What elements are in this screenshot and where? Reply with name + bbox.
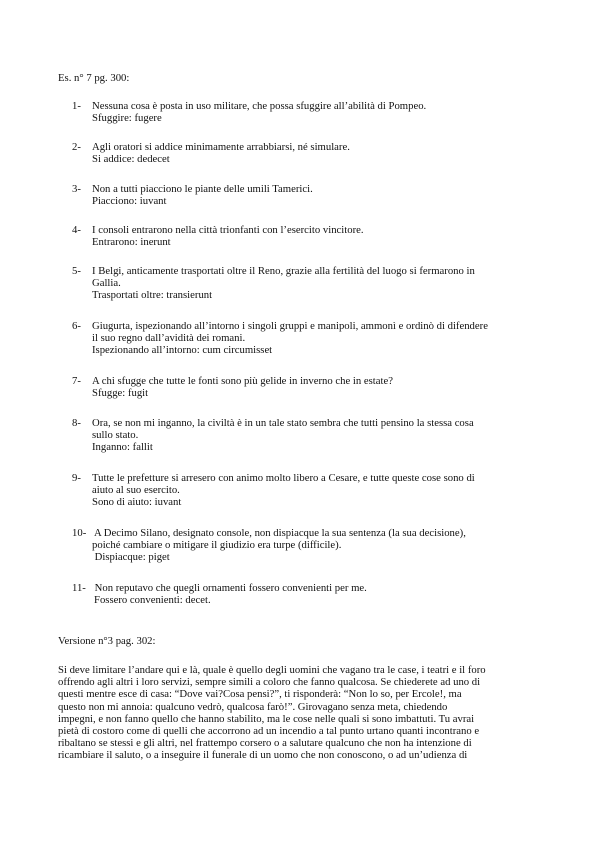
exercise-item-1 <box>72 100 552 124</box>
item-answer: Sfuggire: fugere <box>92 112 162 125</box>
exercise-heading: Es. n° 7 pg. 300: <box>58 72 130 84</box>
item-sentence-line: sullo stato. <box>92 429 139 442</box>
item-sentence-line: Agli oratori si addice minimamente arrabbiarsi, né simulare. <box>92 141 350 153</box>
item-number: 5- <box>72 265 81 277</box>
item-answer: Entrarono: inerunt <box>92 236 171 249</box>
version-line: ricambiare il saluto, o a inseguire il funerale di un uomo che non conoscono, o ad un’udienza di <box>58 749 468 762</box>
item-answer: Trasportati oltre: transierunt <box>92 289 213 302</box>
item-sentence-line: I Belgi, anticamente trasportati oltre il Reno, grazie alla fertilità del luogo si fermarono in <box>92 265 475 277</box>
exercise-item-10 <box>72 527 552 564</box>
version-line: questo non mi annoia: qualcuno vedrò, qualcosa farò!”. Girovagano senza meta, chiedendo <box>58 700 448 713</box>
version-text <box>58 664 538 762</box>
item-sentence-line: Tutte le prefetture si arresero con animo molto libero a Cesare, e tutte queste cose sono di <box>92 472 475 484</box>
item-number: 3- <box>72 183 81 195</box>
item-answer: Sfugge: fugit <box>92 387 149 400</box>
version-line: offrendo agli altri i loro servizi, sempre simili a coloro che fanno qualcosa. Se chiederete ad uno di <box>58 676 481 689</box>
item-sentence-line: Ora, se non mi inganno, la civiltà è in un tale stato sembra che tutti pensino la stessa cosa <box>92 417 474 429</box>
exercise-item-4 <box>72 224 552 248</box>
item-number: 6- <box>72 320 81 332</box>
item-number: 7- <box>72 375 81 387</box>
item-sentence-line: aiuto al suo esercito. <box>92 484 180 497</box>
item-sentence-line: Non reputavo che quegli ornamenti fossero convenienti per me. <box>92 582 367 594</box>
version-line: impegni, e non fanno quello che hanno stabilito, ma le cose nelle quali si sono imbattuti. Tu avrai <box>58 712 475 725</box>
item-sentence-line: Nessuna cosa è posta in uso militare, che possa sfuggire all’abilità di Pompeo. <box>92 100 427 112</box>
item-answer: Sono di aiuto: iuvant <box>92 496 182 509</box>
item-answer: Fossero convenienti: decet. <box>94 594 211 607</box>
exercise-item-9 <box>72 472 552 509</box>
version-heading: Versione n°3 pag. 302: <box>58 635 156 647</box>
item-number: 8- <box>72 417 81 429</box>
item-sentence-line: A Decimo Silano, designato console, non dispiacque la sua sentenza (la sua decisione), <box>94 527 466 539</box>
exercise-item-6 <box>72 320 552 357</box>
exercise-item-2 <box>72 141 552 165</box>
version-line: ribaltano se stessi e gli altri, nel frattempo corsero o a salutare qualcuno che non ha intenzione di <box>58 737 472 750</box>
item-number: 10- <box>72 527 87 539</box>
exercise-item-8 <box>72 417 552 454</box>
exercise-item-11 <box>72 582 552 606</box>
item-answer: Si addice: dedecet <box>92 153 170 166</box>
item-number: 4- <box>72 224 81 236</box>
item-sentence-line: Giugurta, ispezionando all’intorno i singoli gruppi e manipoli, ammonì e ordinò di difendere <box>92 320 488 332</box>
item-number: 2- <box>72 141 81 153</box>
item-answer: Dispiacque: piget <box>92 551 170 564</box>
version-line: questi mentre esce di casa: “Dove vai?Cosa pensi?”, ti risponderà: “Non lo so, per Ercole!, ma <box>58 688 462 701</box>
version-line: pietà di costoro come di quelli che accorrono ad un incendio a tal punto urtano quanti incontrano e <box>58 725 480 738</box>
item-sentence-line: A chi sfugge che tutte le fonti sono più gelide in inverno che in estate? <box>92 375 393 387</box>
exercise-item-3 <box>72 183 552 207</box>
item-number: 1- <box>72 100 81 112</box>
item-number: 11- <box>72 582 86 594</box>
exercise-item-7 <box>72 375 552 399</box>
item-sentence-line: poiché cambiare o mitigare il giudizio era turpe (difficile). <box>92 539 342 552</box>
exercise-item-5 <box>72 265 552 302</box>
version-line: Si deve limitare l’andare qui e là, quale è quello degli uomini che vagano tra le case, i teatri e il foro <box>58 664 486 676</box>
item-sentence-line: il suo regno dall’avidità dei romani. <box>92 332 246 345</box>
item-sentence-line: I consoli entrarono nella città trionfanti con l’esercito vincitore. <box>92 224 364 236</box>
item-answer: Ispezionando all’intorno: cum circumisset <box>92 344 273 357</box>
item-answer: Inganno: fallit <box>92 441 153 454</box>
item-sentence-line: Gallia. <box>92 277 121 290</box>
item-sentence-line: Non a tutti piacciono le piante delle umili Tamerici. <box>92 183 313 195</box>
item-answer: Piacciono: iuvant <box>92 195 167 208</box>
item-number: 9- <box>72 472 81 484</box>
